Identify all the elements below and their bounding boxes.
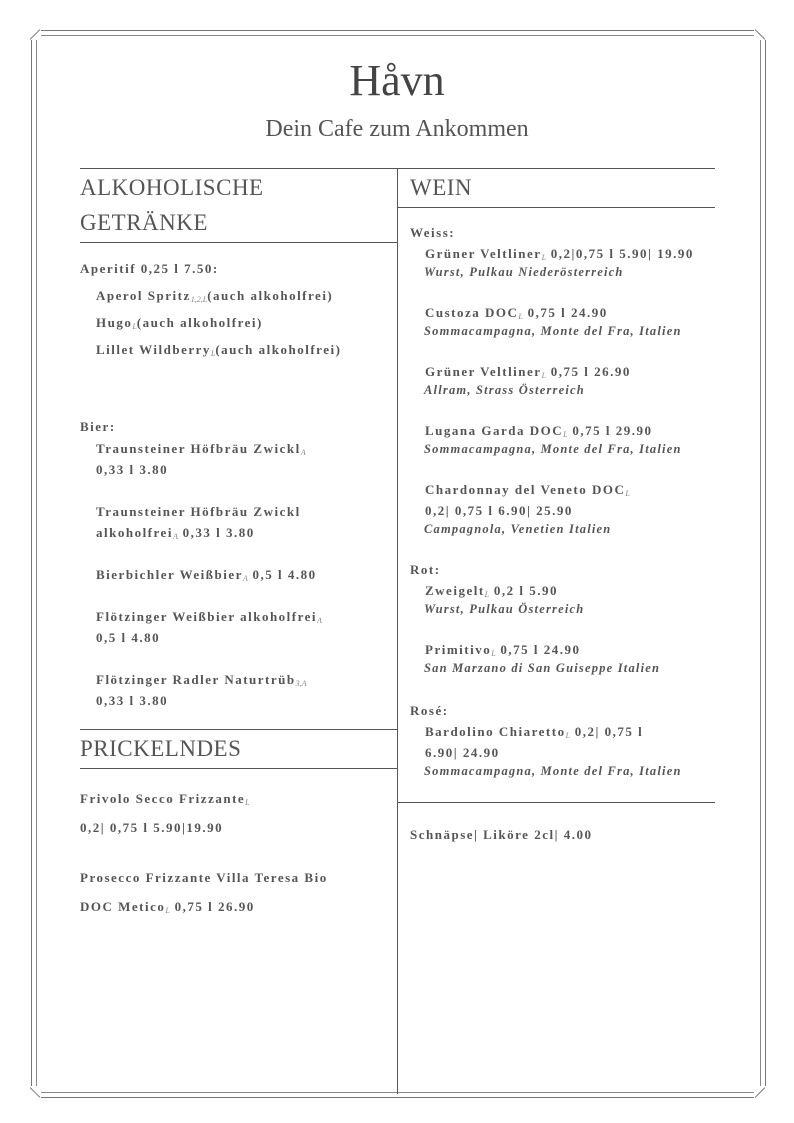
menu-item-aperol: Aperol Spritz$_{1,2,L}$(auch alkoholfrei) [96, 288, 334, 304]
menu-item-price: 0,5 l 4.80 [96, 630, 161, 645]
wine-item: Chardonnay del Veneto $DOC_L$ [425, 482, 630, 498]
menu-item-weissbier: Bierbichler Weißbier$_A$ 0,5 l 4.80 [96, 567, 317, 583]
aperitif-label: Aperitif 0,25 l 7.50: [80, 261, 219, 276]
wine-price: 6.90| 24.90 [425, 745, 500, 760]
section-heading-prickelndes: PRICKELNDES [80, 736, 242, 761]
wine-item: Primitivo$_L$ 0,75 l 24.90 [425, 642, 581, 658]
section-heading-wein: WEIN [410, 175, 473, 200]
rose-label: Rosé: [410, 703, 449, 718]
wine-origin: San Marzano di San Guiseppe Italien [424, 661, 661, 675]
section-heading-alkoholisch: ALKOHOLISCHE GETRÄNKE [80, 175, 264, 235]
wine-origin: Sommacampagna, Monte del Fra, Italien [424, 764, 682, 778]
cafe-title: Håvn [349, 56, 445, 105]
section-divider [398, 207, 715, 208]
menu-item-radler: Flötzinger Radler Naturtrüb$_{3,A}$ [96, 672, 307, 688]
menu-item-price: 0,33 l 3.80 [96, 462, 169, 477]
rot-label: Rot: [410, 562, 441, 577]
wine-item: Bardolino Chiaretto$_L$ 0,2| 0,75 l [425, 724, 644, 740]
menu-item-price: DOC Metico$_L$ 0,75 l 26.90 [80, 899, 255, 915]
menu-item-zwickl: Traunsteiner Höfbräu Zwickl$_A$ [96, 441, 306, 457]
menu-item-price: 0,33 l 3.80 [96, 693, 169, 708]
menu-item-frivolo: Frivolo Secco Frizzante$_L$ [80, 791, 250, 807]
header-divider [80, 168, 715, 169]
section-divider [80, 729, 397, 730]
frame-corner [29, 1086, 41, 1098]
menu-item-hugo: Hugo$_L$(auch alkoholfrei) [96, 315, 263, 331]
section-divider [80, 242, 397, 243]
column-divider [397, 168, 398, 1094]
menu-item-price: alkoholfrei$_A$ 0,33 l 3.80 [96, 525, 255, 541]
frame-corner [29, 28, 41, 40]
frame-corner [754, 28, 766, 40]
wine-item: Grüner Veltliner$_L$ 0,2|0,75 l 5.90| 19.90 [425, 246, 694, 262]
menu-item-price: 0,2| 0,75 l 5.90|19.90 [80, 820, 224, 835]
frame-corner [754, 1086, 766, 1098]
cafe-subtitle: Dein Cafe zum Ankommen [265, 116, 529, 142]
menu-item-zwickl-af: Traunsteiner Höfbräu Zwickl [96, 504, 301, 519]
wine-price: 0,2| 0,75 l 6.90| 25.90 [425, 503, 573, 518]
menu-item-lillet: Lillet Wildberry$_L$(auch alkoholfrei) [96, 342, 342, 358]
wine-item: Lugana Garda $DOC_L$ 0,75 l 29.90 [425, 423, 653, 439]
menu-item-prosecco: Prosecco Frizzante Villa Teresa Bio [80, 870, 328, 885]
wine-origin: Campagnola, Venetien Italien [424, 522, 612, 536]
wine-item: Custoza $DOC_L$ 0,75 l 24.90 [425, 305, 608, 321]
section-divider [398, 802, 715, 803]
wine-origin: Sommacampagna, Monte del Fra, Italien [424, 324, 682, 338]
wine-origin: Wurst, Pulkau Niederösterreich [424, 265, 624, 279]
wine-origin: Wurst, Pulkau Österreich [424, 602, 585, 616]
weiss-label: Weiss: [410, 225, 456, 240]
menu-item-weissbier-af: Flötzinger Weißbier alkoholfrei$_A$ [96, 609, 322, 625]
bier-label: Bier: [80, 419, 116, 434]
wine-origin: Sommacampagna, Monte del Fra, Italien [424, 442, 682, 456]
section-divider [80, 768, 397, 769]
schnaepse-item: Schnäpse| Liköre 2cl| 4.00 [410, 827, 593, 842]
wine-item: Grüner Veltliner$_L$ 0,75 l 26.90 [425, 364, 631, 380]
wine-item: Zweigelt$_L$ 0,2 l 5.90 [425, 583, 558, 599]
wine-origin: Allram, Strass Österreich [424, 383, 585, 397]
